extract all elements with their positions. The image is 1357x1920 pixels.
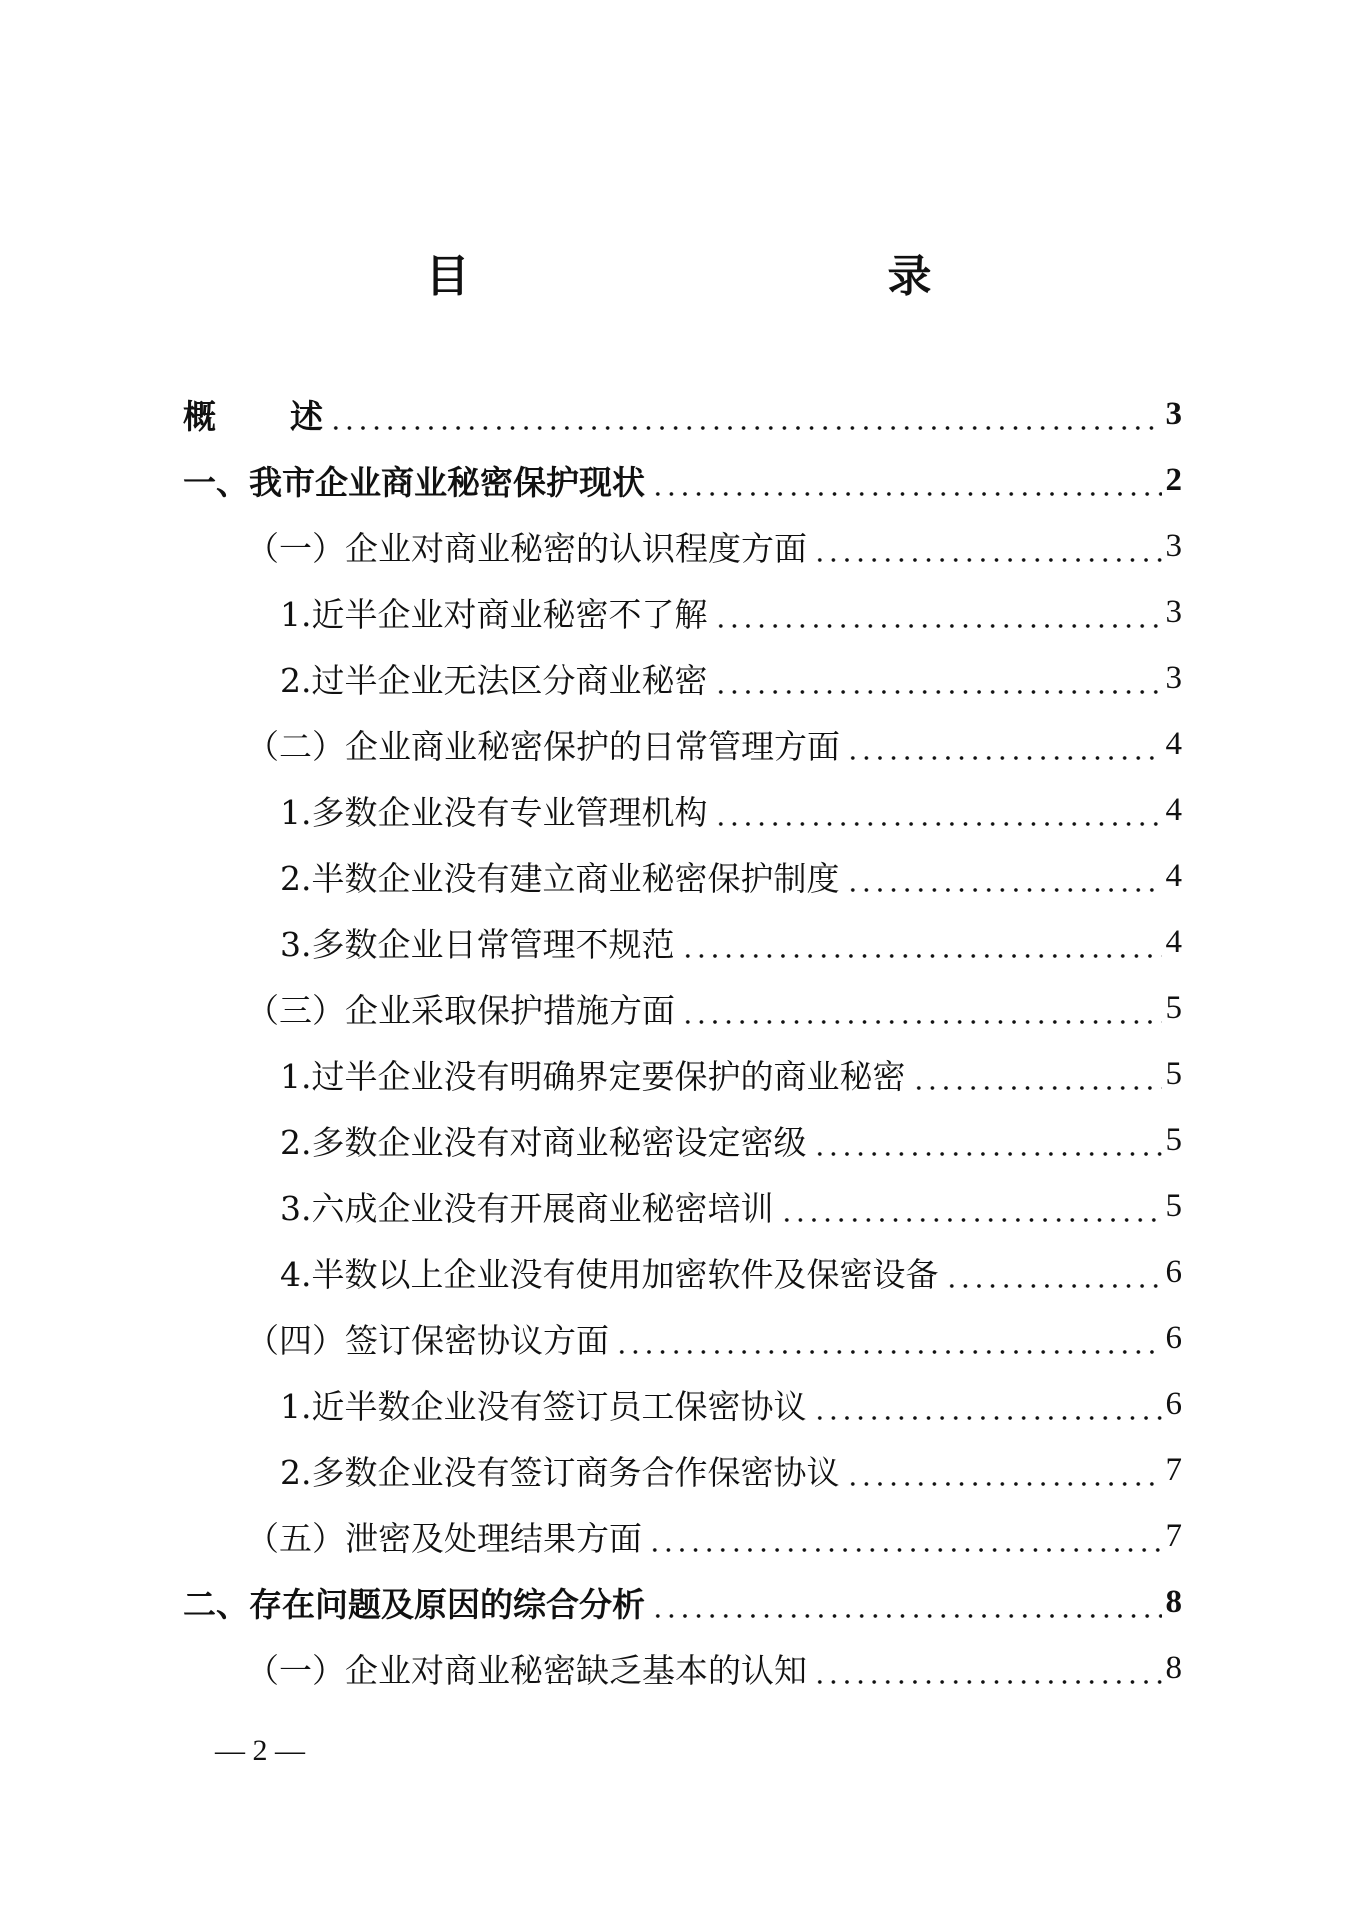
toc-page-number: 8 — [1165, 1583, 1182, 1620]
toc-entry-subsection[interactable] — [246, 1313, 1182, 1363]
toc-entry-item[interactable] — [280, 1049, 1182, 1099]
dot-leader — [615, 1325, 1162, 1355]
toc-page-number: 2 — [1165, 461, 1182, 498]
toc-entry-label: 1.近半企业对商业秘密不了解 — [280, 594, 708, 634]
toc-page-number: 4 — [1165, 857, 1182, 894]
dot-leader — [714, 665, 1162, 695]
toc-page-number: 5 — [1165, 1187, 1182, 1224]
toc-entry-label: （四）签订保密协议方面 — [246, 1320, 609, 1360]
toc-page-number: 6 — [1165, 1319, 1182, 1356]
toc-entry-label: 2.半数企业没有建立商业秘密保护制度 — [280, 858, 840, 898]
toc-entry-label: 4.半数以上企业没有使用加密软件及保密设备 — [280, 1254, 939, 1294]
dot-leader — [780, 1193, 1162, 1223]
dot-leader — [651, 467, 1162, 497]
dot-leader — [681, 995, 1162, 1025]
toc-entry-subsection[interactable] — [246, 1511, 1182, 1561]
toc-page-number: 5 — [1165, 1055, 1182, 1092]
toc-entry-label: 3.多数企业日常管理不规范 — [280, 924, 675, 964]
toc-entry-label: 一、我市企业商业秘密保护现状 — [183, 462, 645, 502]
toc-entry-item[interactable] — [280, 1115, 1182, 1165]
toc-entry-label: （一）企业对商业秘密的认识程度方面 — [246, 528, 807, 568]
dot-leader — [329, 401, 1162, 431]
toc-entry-item[interactable] — [280, 785, 1182, 835]
dot-leader — [714, 797, 1162, 827]
toc-entry-label: 1.近半数企业没有签订员工保密协议 — [280, 1386, 807, 1426]
dot-leader — [846, 863, 1162, 893]
toc-entry-label: （三）企业采取保护措施方面 — [246, 990, 675, 1030]
toc-entry-label: 2.多数企业没有对商业秘密设定密级 — [280, 1122, 807, 1162]
toc-page-number: 5 — [1165, 989, 1182, 1026]
toc-entry-overview[interactable] — [183, 389, 1182, 439]
toc-page-number: 4 — [1165, 791, 1182, 828]
toc-entry-item[interactable] — [280, 1445, 1182, 1495]
toc-page-number: 6 — [1165, 1385, 1182, 1422]
toc-entry-subsection[interactable] — [246, 983, 1182, 1033]
toc-entry-item[interactable] — [280, 1247, 1182, 1297]
dot-leader — [945, 1259, 1162, 1289]
page-number-footer: — 2 — — [215, 1734, 305, 1767]
toc-entry-item[interactable] — [280, 653, 1182, 703]
toc-page-number: 4 — [1165, 923, 1182, 960]
toc-page-number: 4 — [1165, 725, 1182, 762]
toc-entry-item[interactable] — [280, 587, 1182, 637]
toc-page-number: 6 — [1165, 1253, 1182, 1290]
dot-leader — [846, 1457, 1162, 1487]
dot-leader — [813, 533, 1162, 563]
toc-entry-label: 2.多数企业没有签订商务合作保密协议 — [280, 1452, 840, 1492]
toc-entry-label: 2.过半企业无法区分商业秘密 — [280, 660, 708, 700]
toc-page-number: 5 — [1165, 1121, 1182, 1158]
toc-entry-label: 1.多数企业没有专业管理机构 — [280, 792, 708, 832]
page-title: 目 录 — [425, 251, 1042, 302]
toc-entry-subsection[interactable] — [246, 719, 1182, 769]
toc-entry-item[interactable] — [280, 917, 1182, 967]
toc-entry-label: 1.过半企业没有明确界定要保护的商业秘密 — [280, 1056, 906, 1096]
toc-entry-label: （二）企业商业秘密保护的日常管理方面 — [246, 726, 840, 766]
dot-leader — [846, 731, 1162, 761]
toc-entry-label: （五）泄密及处理结果方面 — [246, 1518, 642, 1558]
toc-entry-item[interactable] — [280, 851, 1182, 901]
toc-entry-item[interactable] — [280, 1379, 1182, 1429]
toc-page-number: 3 — [1165, 593, 1182, 630]
dot-leader — [681, 929, 1162, 959]
dot-leader — [648, 1523, 1162, 1553]
dot-leader — [813, 1127, 1162, 1157]
dot-leader — [714, 599, 1162, 629]
toc-entry-label: 3.六成企业没有开展商业秘密培训 — [280, 1188, 774, 1228]
toc-entry-label: 二、存在问题及原因的综合分析 — [183, 1584, 645, 1624]
toc-entry-label: （一）企业对商业秘密缺乏基本的认知 — [246, 1650, 807, 1690]
toc-page-number: 8 — [1165, 1649, 1182, 1686]
toc-entry-section-1[interactable] — [183, 455, 1182, 505]
dot-leader — [651, 1589, 1162, 1619]
toc-entry-item[interactable] — [280, 1181, 1182, 1231]
toc-page-number: 3 — [1165, 395, 1182, 432]
toc-page-number: 3 — [1165, 659, 1182, 696]
toc-entry-subsection[interactable] — [246, 1643, 1182, 1693]
toc-page-number: 3 — [1165, 527, 1182, 564]
dot-leader — [912, 1061, 1162, 1091]
toc-page-number: 7 — [1165, 1517, 1182, 1554]
toc-entry-section-2[interactable] — [183, 1577, 1182, 1627]
toc-entry-label: 概 述 — [183, 396, 323, 436]
dot-leader — [813, 1655, 1162, 1685]
toc-page-number: 7 — [1165, 1451, 1182, 1488]
dot-leader — [813, 1391, 1162, 1421]
toc-entry-subsection[interactable] — [246, 521, 1182, 571]
